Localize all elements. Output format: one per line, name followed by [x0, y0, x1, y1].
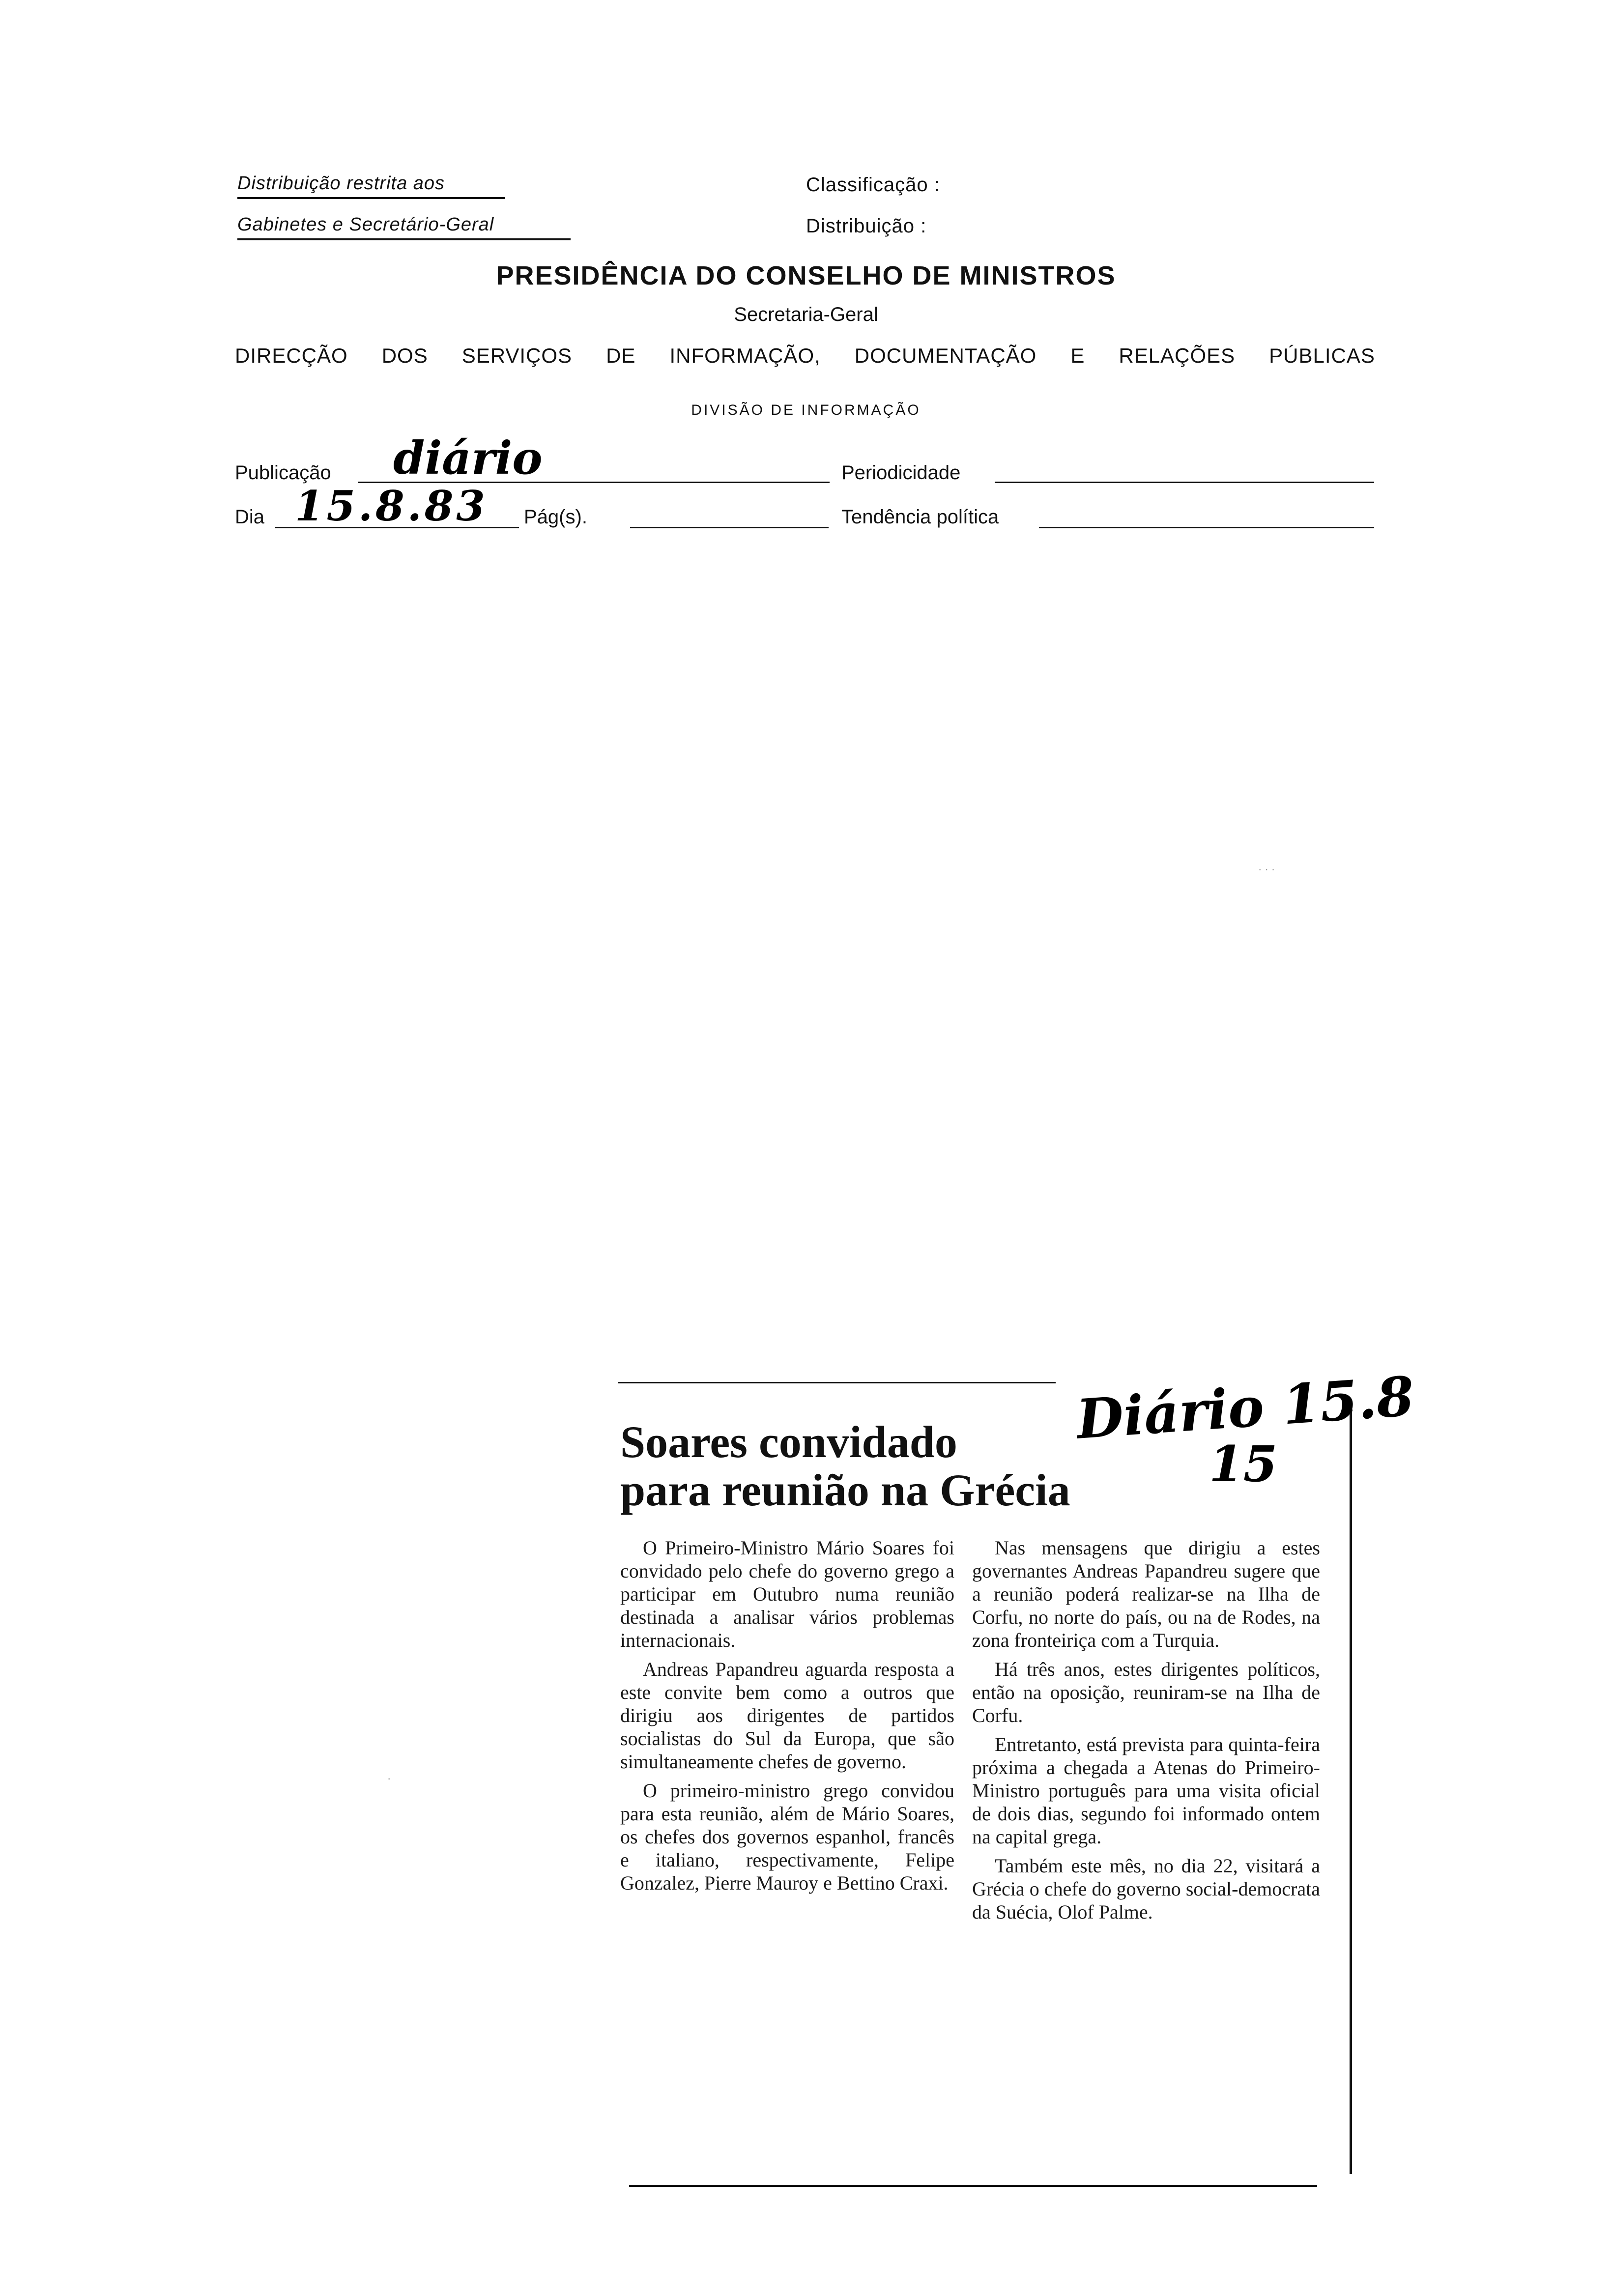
scan-speck: · — [387, 1772, 391, 1784]
clipping-top-rule — [618, 1382, 1056, 1383]
organization-title: PRESIDÊNCIA DO CONSELHO DE MINISTROS — [496, 261, 1116, 290]
classification-label: Classificação : — [806, 174, 940, 196]
direccao-word: RELAÇÕES — [1119, 344, 1236, 367]
article-paragraph: O primeiro-ministro grego convidou para esta reunião, além de Mário Soares, os chefes dos governos espanhol, francês e italiano, respectivamente, Felipe Gonzalez, Pierre Mauroy e Bettino Craxi. — [620, 1779, 954, 1894]
distribution-restriction-line1: Distribuição restrita aos — [237, 173, 505, 199]
tendencia-label: Tendência política — [841, 506, 999, 528]
clipping-headline-line1: Soares convidado — [620, 1417, 957, 1467]
tendencia-line — [1039, 527, 1374, 528]
clipping-headline-line2: para reunião na Grécia — [620, 1465, 1070, 1515]
article-paragraph: Andreas Papandreu aguarda resposta a este convite bem como a outros que dirigiu aos dirigentes de partidos socialistas do Sul da Europa, que são simultaneamente chefes de governo. — [620, 1658, 954, 1773]
periodicidade-label: Periodicidade — [841, 462, 961, 484]
clipping-bottom-rule — [629, 2185, 1317, 2187]
article-paragraph: Há três anos, estes dirigentes políticos, então na oposição, reuniram-se na Ilha de Corfu. — [972, 1658, 1320, 1726]
direccao-word: DIRECÇÃO — [235, 344, 348, 367]
distribution-label: Distribuição : — [806, 215, 927, 237]
pags-label: Pág(s). — [524, 506, 587, 528]
direccao-word: SERVIÇOS — [461, 344, 573, 367]
division-label: DIVISÃO DE INFORMAÇÃO — [691, 402, 921, 418]
clipping-handwritten-note-2: 15 — [1209, 1435, 1278, 1493]
direccao-word: DE — [606, 344, 636, 367]
clipping-right-bar — [1350, 1409, 1352, 2174]
periodicidade-line — [995, 482, 1374, 483]
article-paragraph: Nas mensagens que dirigiu a estes governantes Andreas Papandreu sugere que a reunião poderá realizar-se na Ilha de Corfu, no norte do país, ou na de Rodes, na zona fronteiriça com a Turquia. — [972, 1537, 1320, 1651]
direccao-word: INFORMAÇÃO, — [669, 344, 821, 367]
direccao-word: PÚBLICAS — [1269, 344, 1375, 367]
organization-subtitle: Secretaria-Geral — [734, 304, 878, 325]
direccao-word: E — [1070, 344, 1085, 367]
clipping-column-1 — [620, 1536, 954, 1900]
article-paragraph: Entretanto, está prevista para quinta-feira próxima a chegada a Atenas do Primeiro-Ministro português para uma visita oficial de dois dias, segundo foi informado ontem na capital grega. — [972, 1733, 1320, 1848]
publicacao-handwritten-value: diário — [393, 431, 543, 485]
dia-label: Dia — [235, 506, 265, 528]
direccao-word: DOS — [381, 344, 428, 367]
pags-line — [630, 527, 829, 528]
direccao-line — [235, 344, 1375, 368]
clipping-handwritten-note: Diário 15.8 — [1074, 1364, 1416, 1451]
clipping-column-2 — [972, 1536, 1320, 1929]
article-paragraph: Também este mês, no dia 22, visitará a Grécia o chefe do governo social-democrata da Suécia, Olof Palme. — [972, 1855, 1320, 1923]
publicacao-label: Publicação — [235, 462, 331, 484]
scan-speck: · · · — [1258, 863, 1275, 875]
dia-handwritten-value: 15.8.83 — [295, 482, 488, 530]
distribution-restriction-line2: Gabinetes e Secretário-Geral — [237, 214, 571, 240]
article-paragraph: O Primeiro-Ministro Mário Soares foi convidado pelo chefe do governo grego a participar em Outubro numa reunião destinada a analisar vários problemas internacionais. — [620, 1537, 954, 1651]
direccao-word: DOCUMENTAÇÃO — [854, 344, 1037, 367]
